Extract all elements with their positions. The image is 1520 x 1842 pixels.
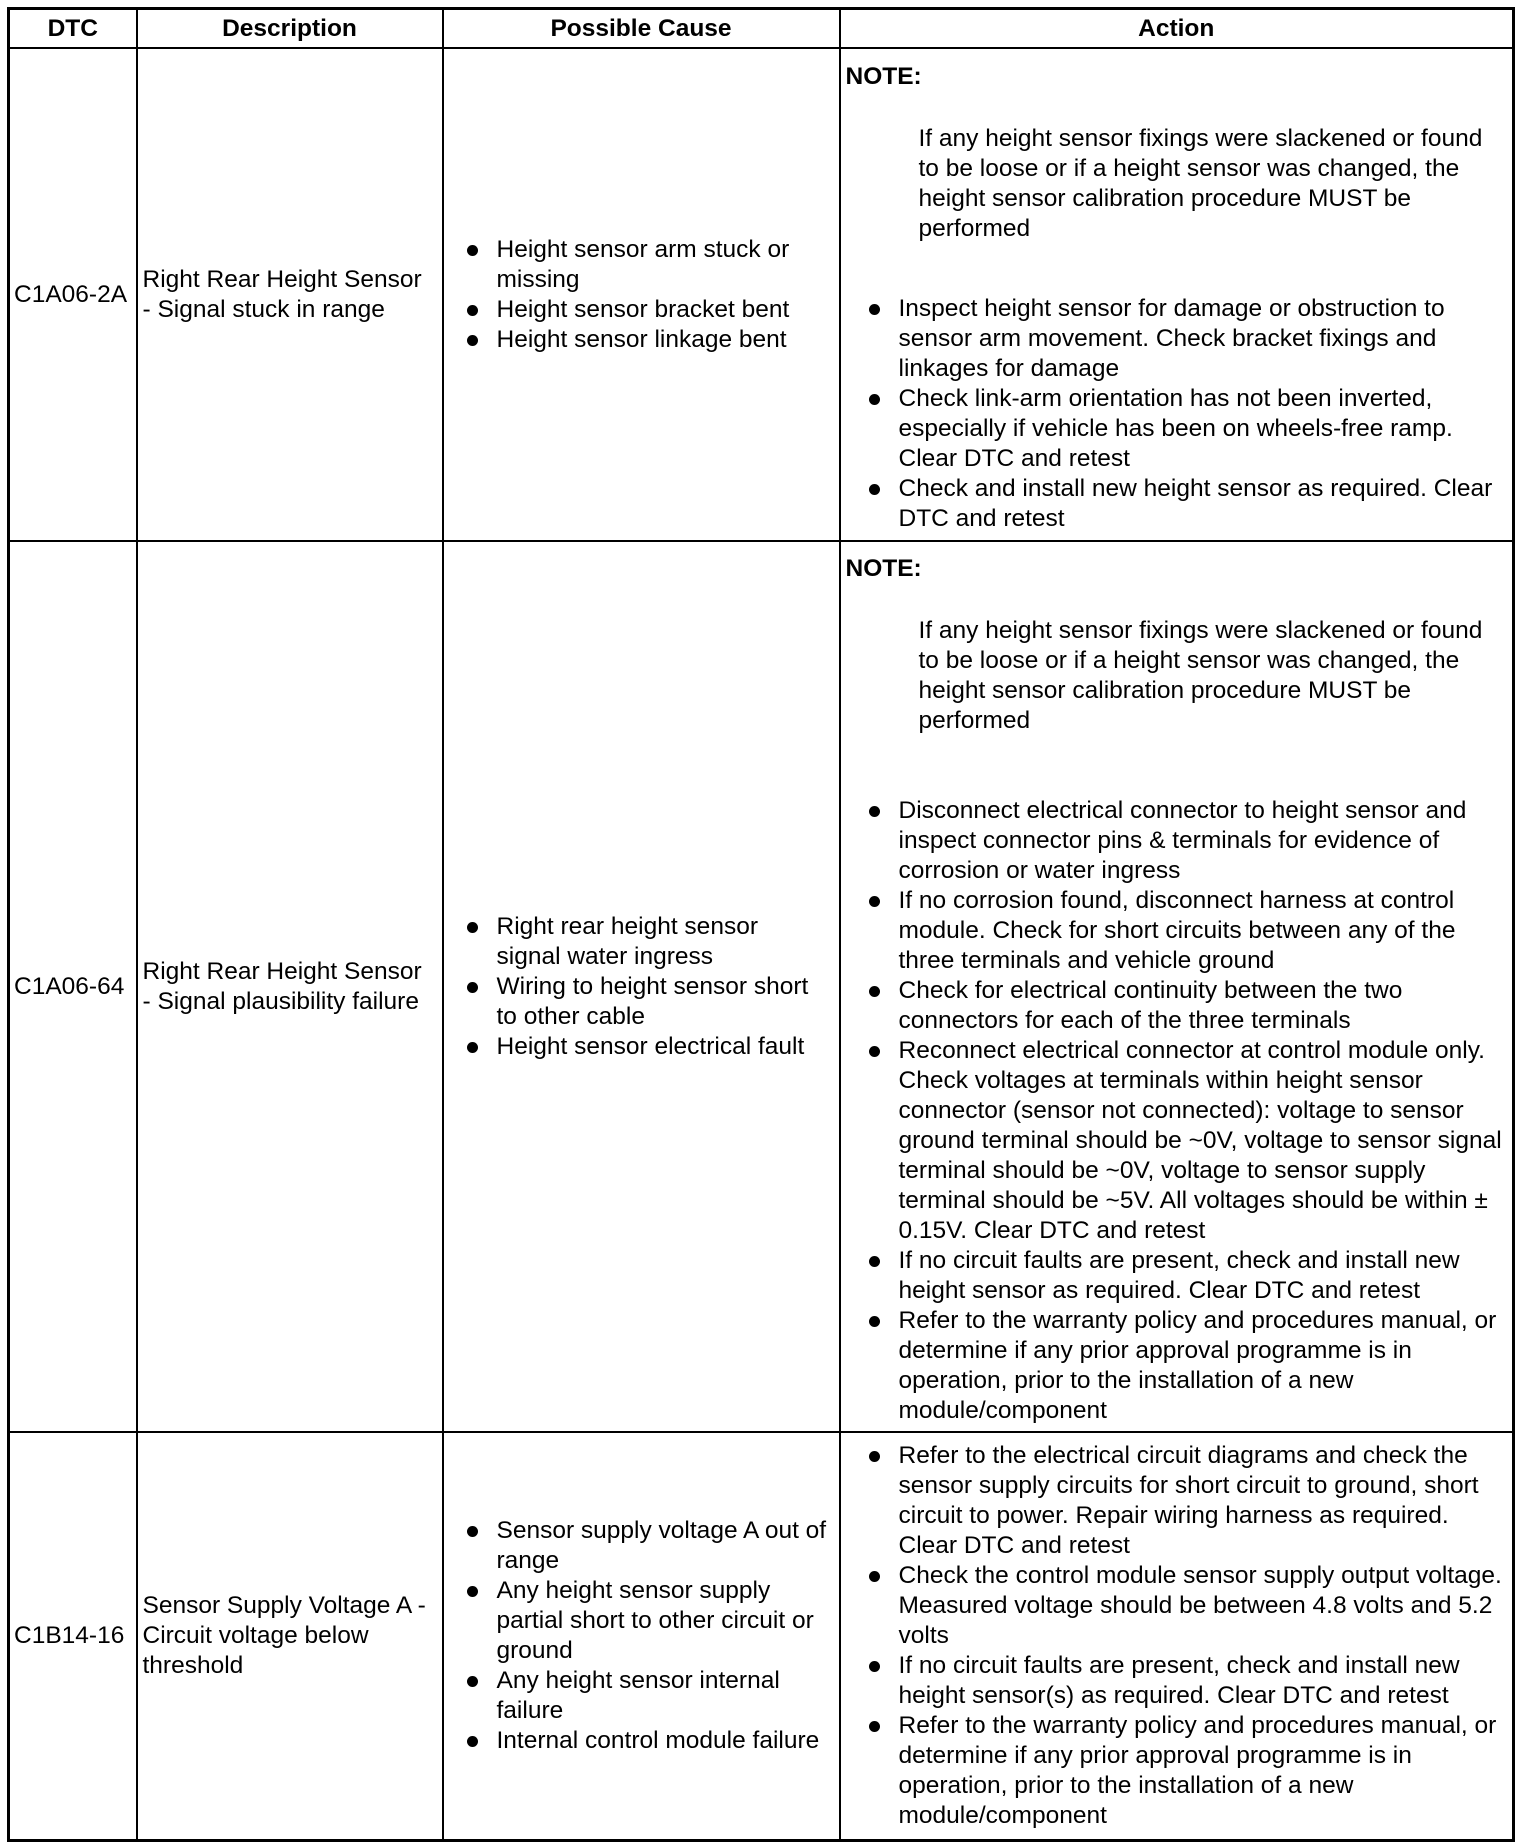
header-action: Action	[840, 9, 1514, 49]
note-text: If any height sensor fixings were slackened or found to be loose or if a height sensor was changed, the height sensor calibration procedure MUST be performed	[918, 124, 1483, 242]
list-item: Disconnect electrical connector to height sensor and inspect connector pins & terminals for evidence of corrosion or water ingress	[866, 796, 1505, 886]
header-possible-cause: Possible Cause	[443, 9, 840, 49]
note-label: NOTE:	[845, 554, 922, 582]
table-row	[9, 541, 1514, 1432]
list-item: Height sensor electrical fault	[464, 1032, 829, 1062]
list-item: Height sensor linkage bent	[464, 325, 829, 355]
table-row	[9, 1432, 1514, 1840]
possible-cause	[443, 1432, 840, 1840]
table-row	[9, 48, 1514, 541]
list-item: Check the control module sensor supply output voltage. Measured voltage should be between 4.8 volts and 5.2 volts	[866, 1561, 1505, 1651]
description: Sensor Supply Voltage A - Circuit voltage below threshold	[137, 1432, 443, 1840]
header-row	[9, 9, 1514, 49]
list-item: If no corrosion found, disconnect harness at control module. Check for short circuits between any of the three terminals and vehicle ground	[866, 886, 1505, 976]
list-item: Reconnect electrical connector at control module only. Check voltages at terminals within height sensor connector (sensor not connected): voltage to sensor ground terminal should be ~0V, voltage to sensor signal terminal should be ~0V, voltage to sensor supply terminal should be ~5V. All voltages should be within ± 0.15V. Clear DTC and retest	[866, 1036, 1505, 1246]
dtc-code: C1A06-64	[9, 541, 137, 1432]
list-item: Refer to the warranty policy and procedures manual, or determine if any prior approval programme is in operation, prior to the installation of a new module/component	[866, 1711, 1505, 1831]
note-label: NOTE:	[845, 62, 922, 90]
list-item: Check and install new height sensor as required. Clear DTC and retest	[866, 474, 1505, 534]
list-item: Sensor supply voltage A out of range	[464, 1516, 829, 1576]
cause-list	[464, 1516, 829, 1756]
possible-cause	[443, 541, 840, 1432]
list-item: Height sensor arm stuck or missing	[464, 235, 829, 295]
list-item: Any height sensor internal failure	[464, 1666, 829, 1726]
action	[840, 541, 1514, 1432]
list-item: Height sensor bracket bent	[464, 295, 829, 325]
list-item: Internal control module failure	[464, 1726, 829, 1756]
list-item: If no circuit faults are present, check and install new height sensor(s) as required. Clear DTC and retest	[866, 1651, 1505, 1711]
cause-list	[464, 912, 829, 1062]
action	[840, 48, 1514, 541]
list-item: Check for electrical continuity between the two connectors for each of the three terminals	[866, 976, 1505, 1036]
header-description: Description	[137, 9, 443, 49]
action-list	[866, 294, 1505, 534]
list-item: Right rear height sensor signal water ingress	[464, 912, 829, 972]
note-text: If any height sensor fixings were slackened or found to be loose or if a height sensor was changed, the height sensor calibration procedure MUST be performed	[918, 616, 1483, 734]
action-list	[866, 796, 1505, 1426]
list-item: Wiring to height sensor short to other cable	[464, 972, 829, 1032]
action-list	[866, 1441, 1505, 1831]
action	[840, 1432, 1514, 1840]
list-item: Inspect height sensor for damage or obstruction to sensor arm movement. Check bracket fixings and linkages for damage	[866, 294, 1505, 384]
description: Right Rear Height Sensor - Signal plausibility failure	[137, 541, 443, 1432]
dtc-table	[7, 7, 1515, 1842]
header-dtc: DTC	[9, 9, 137, 49]
description: Right Rear Height Sensor - Signal stuck in range	[137, 48, 443, 541]
list-item: Any height sensor supply partial short to other circuit or ground	[464, 1576, 829, 1666]
dtc-code: C1A06-2A	[9, 48, 137, 541]
cause-list	[464, 235, 829, 355]
list-item: If no circuit faults are present, check and install new height sensor as required. Clear DTC and retest	[866, 1246, 1505, 1306]
dtc-code: C1B14-16	[9, 1432, 137, 1840]
list-item: Refer to the electrical circuit diagrams and check the sensor supply circuits for short circuit to ground, short circuit to power. Repair wiring harness as required. Clear DTC and retest	[866, 1441, 1505, 1561]
list-item: Check link-arm orientation has not been inverted, especially if vehicle has been on wheels-free ramp. Clear DTC and retest	[866, 384, 1505, 474]
list-item: Refer to the warranty policy and procedures manual, or determine if any prior approval programme is in operation, prior to the installation of a new module/component	[866, 1306, 1505, 1426]
possible-cause	[443, 48, 840, 541]
